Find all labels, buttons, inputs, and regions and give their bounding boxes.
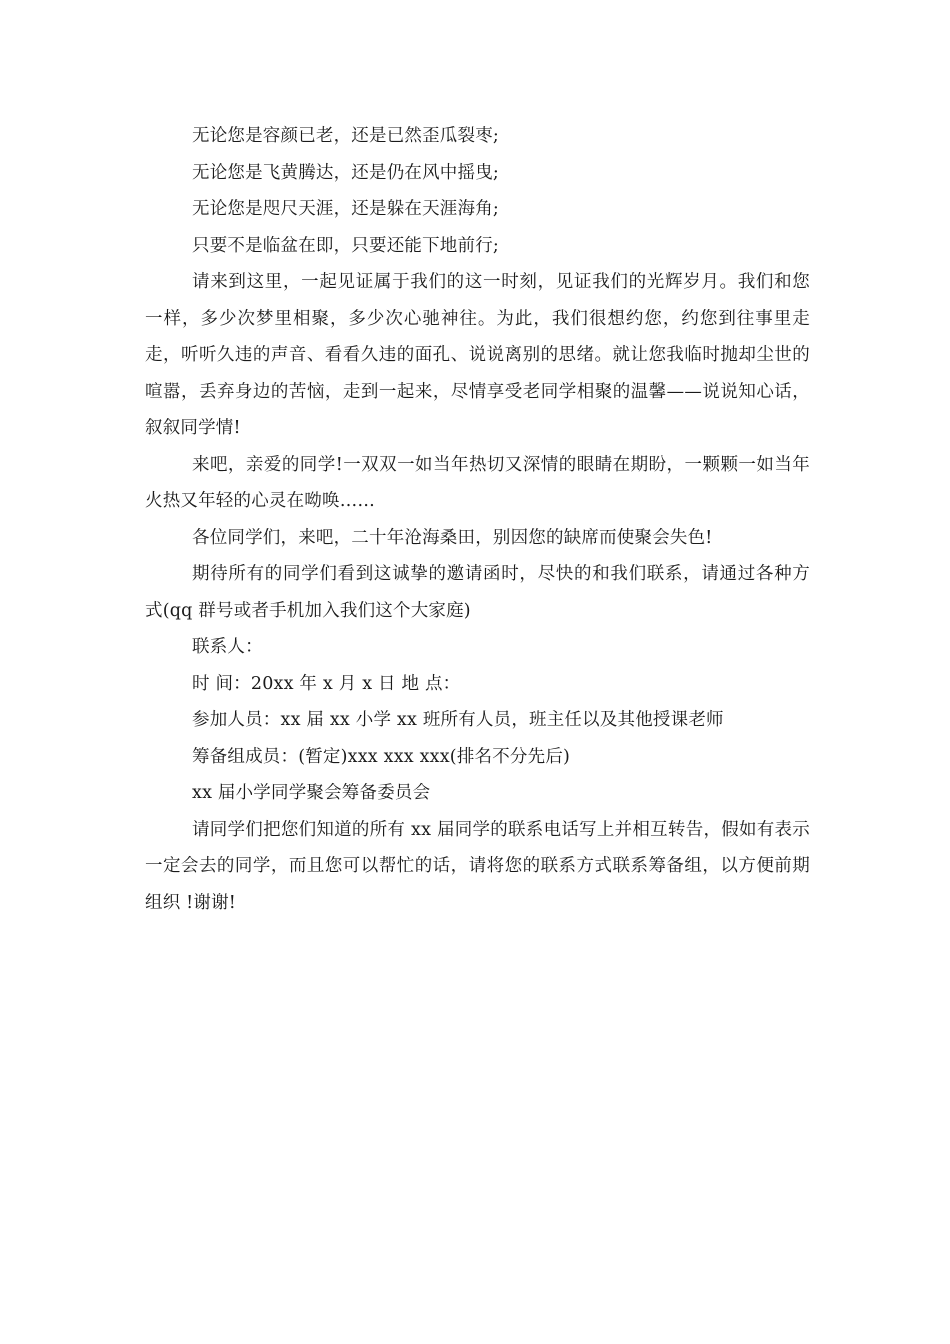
time-location: 时 间：20xx 年 x 月 x 日 地 点： [192,673,461,694]
paragraph-8: 期待所有的同学们看到这诚挚的邀请函时，尽快的和我们联系，请通过各种方式(qq 群号或者手机加入我们这个大家庭) [145,564,810,621]
closing-paragraph: 请同学们把您们知道的所有 xx 届同学的联系电话写上并相互转告，假如有表示一定会去的同学，而且您可以帮忙的话，请将您的联系方式联系筹备组，以方便前期组织 !谢谢! [145,819,810,913]
paragraph-3: 无论您是咫尺天涯，还是躲在天涯海角; [192,199,499,219]
document-body [145,118,810,921]
paragraph-7: 各位同学们，来吧，二十年沧海桑田，别因您的缺席而使聚会失色! [192,527,713,548]
paragraph-2: 无论您是飞黄腾达，还是仍在风中摇曳; [192,162,499,183]
participants: 参加人员：xx 届 xx 小学 xx 班所有人员，班主任以及其他授课老师 [192,710,724,730]
organizing-members: 筹备组成员：(暂定)xxx xxx xxx(排名不分先后) [192,746,571,767]
paragraph-6: 来吧，亲爱的同学!一双双一如当年热切又深情的眼睛在期盼，一颗颗一如当年火热又年轻的心灵在呦唤…… [145,454,810,511]
paragraph-4: 只要不是临盆在即，只要还能下地前行; [192,235,499,256]
paragraph-1: 无论您是容颜已老，还是已然歪瓜裂枣; [192,126,499,146]
committee-signature: xx 届小学同学聚会筹备委员会 [192,783,431,803]
contact-person: 联系人： [192,637,263,657]
paragraph-5: 请来到这里，一起见证属于我们的这一时刻，见证我们的光辉岁月。我们和您一样，多少次梦里相聚，多少次心驰神往。为此，我们很想约您，约您到往事里走走，听听久违的声音、看看久违的面孔、说说离别的思绪。就让您我临时抛却尘世的喧嚣，丢弃身边的苦恼，走到一起来，尽情享受老同学相聚的温馨——说说知心话，叙叙同学情! [145,272,810,438]
